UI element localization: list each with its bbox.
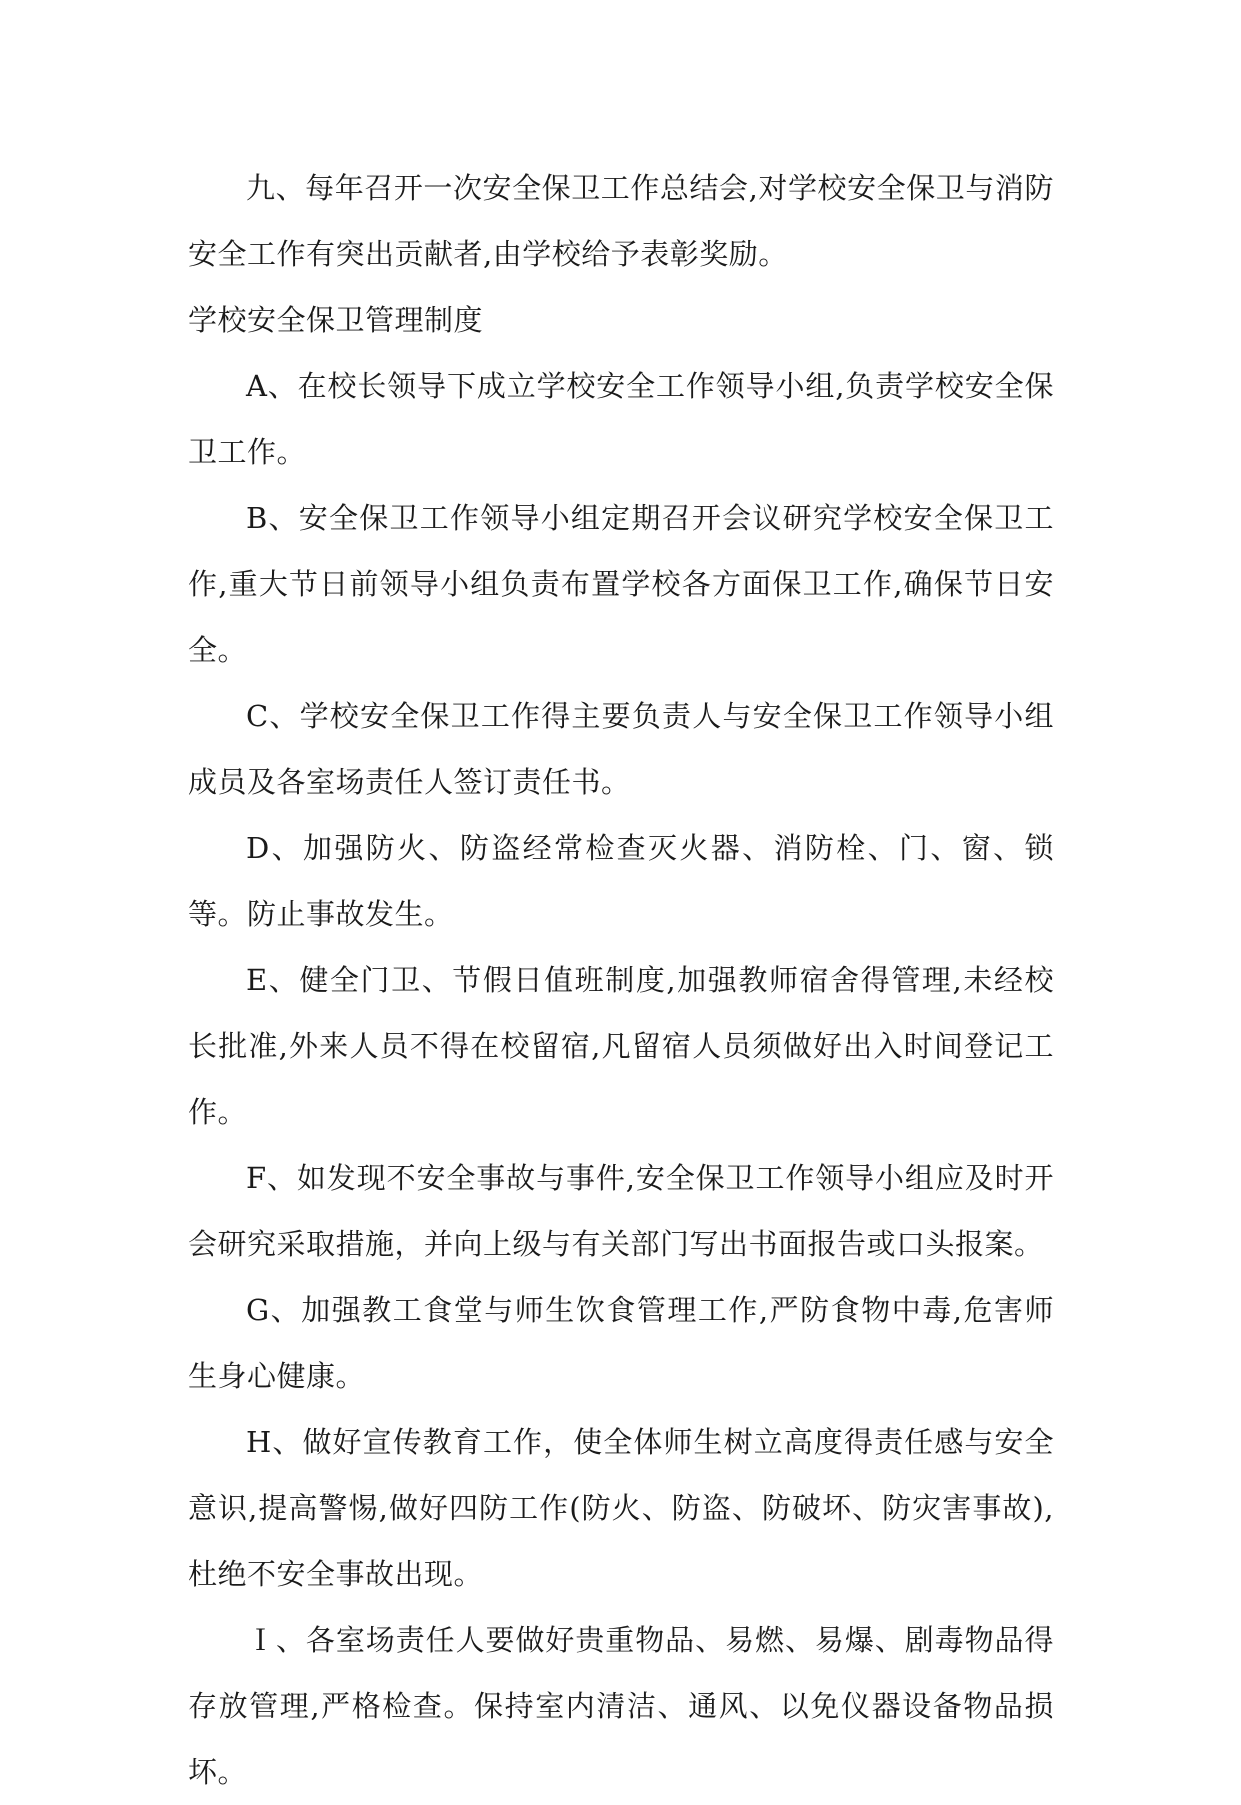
paragraph-a: A、在校长领导下成立学校安全工作领导小组,负责学校安全保卫工作。 xyxy=(188,369,1054,469)
section-title: 学校安全保卫管理制度 xyxy=(188,303,484,337)
paragraph-h: H、做好宣传教育工作，使全体师生树立高度得责任感与安全意识,提高警惕,做好四防工作(防火、防盗、防破坏、防灾害事故),杜绝不安全事故出现。 xyxy=(188,1425,1054,1591)
paragraph-d: D、加强防火、防盗经常检查灭火器、消防栓、门、窗、锁等。防止事故发生。 xyxy=(188,831,1054,931)
paragraph-i: Ｉ、各室场责任人要做好贵重物品、易燃、易爆、剧毒物品得存放管理,严格检查。保持室内清洁、通风、以免仪器设备物品损坏。 xyxy=(188,1623,1054,1789)
paragraph-f: F、如发现不安全事故与事件,安全保卫工作领导小组应及时开会研究采取措施，并向上级与有关部门写出书面报告或口头报案。 xyxy=(188,1161,1054,1261)
paragraph-b: B、安全保卫工作领导小组定期召开会议研究学校安全保卫工作,重大节日前领导小组负责布置学校各方面保卫工作,确保节日安全。 xyxy=(188,501,1054,667)
paragraph-e: E、健全门卫、节假日值班制度,加强教师宿舍得管理,未经校长批准,外来人员不得在校留宿,凡留宿人员须做好出入时间登记工作。 xyxy=(188,963,1054,1129)
document-body xyxy=(188,155,1054,1805)
paragraph-c: C、学校安全保卫工作得主要负责人与安全保卫工作领导小组成员及各室场责任人签订责任书。 xyxy=(188,699,1054,799)
paragraph-nine: 九、每年召开一次安全保卫工作总结会,对学校安全保卫与消防安全工作有突出贡献者,由学校给予表彰奖励。 xyxy=(188,171,1054,271)
paragraph-g: G、加强教工食堂与师生饮食管理工作,严防食物中毒,危害师生身心健康。 xyxy=(188,1293,1054,1393)
